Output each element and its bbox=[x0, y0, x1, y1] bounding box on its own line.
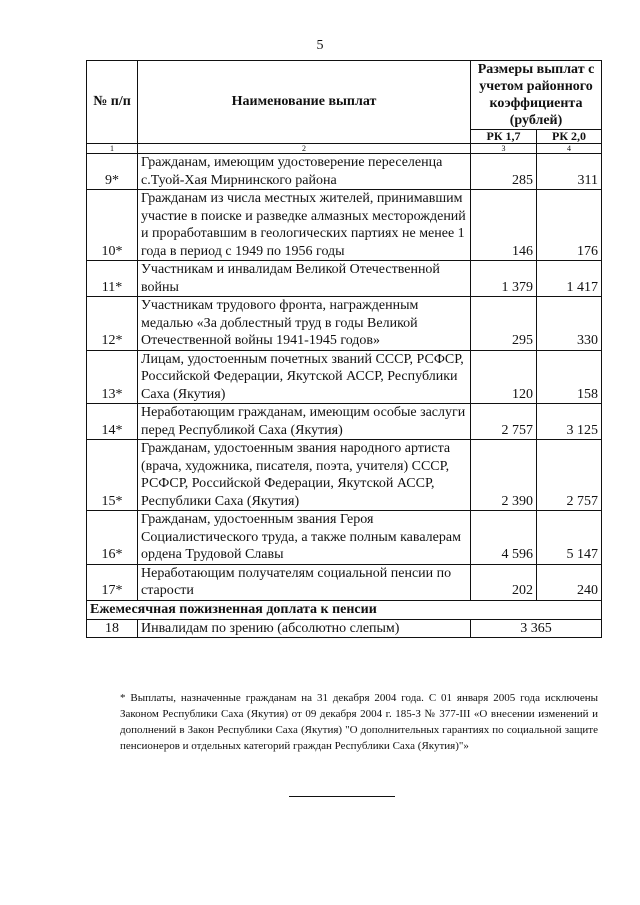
header-rk20: РК 2,0 bbox=[537, 130, 602, 144]
table-row bbox=[87, 297, 602, 351]
row-number: 16* bbox=[87, 511, 138, 565]
row-amount-rk20: 176 bbox=[537, 190, 602, 261]
row-description: Неработающим получателям социальной пенсии по старости bbox=[138, 564, 471, 600]
column-number-row bbox=[87, 144, 602, 154]
row-description: Гражданам из числа местных жителей, принимавшим участие в поиске и разведке алмазных месторождений и проработавшим в геологических партиях не менее 1 года в период с 1949 по 1956 годы bbox=[138, 190, 471, 261]
row-amount-rk20: 5 147 bbox=[537, 511, 602, 565]
footnote bbox=[120, 690, 598, 754]
row-description: Гражданам, удостоенным звания народного артиста (врача, художника, писателя, поэта, учителя) СССР, РСФСР, Российской Федерации, Якутской АССР, Республики Саха (Якутия) bbox=[138, 440, 471, 511]
table-row bbox=[87, 261, 602, 297]
row-description: Гражданам, имеющим удостоверение переселенца с.Туой-Хая Мирнинского района bbox=[138, 154, 471, 190]
header-rk17: РК 1,7 bbox=[471, 130, 537, 144]
column-number: 4 bbox=[537, 144, 602, 154]
table-row bbox=[87, 511, 602, 565]
table-row bbox=[87, 350, 602, 404]
table-row bbox=[87, 440, 602, 511]
header-amount: Размеры выплат с учетом районного коэффициента (рублей) bbox=[471, 61, 602, 130]
header-row bbox=[87, 61, 602, 130]
row-number: 18 bbox=[87, 619, 138, 638]
row-amount-rk17: 202 bbox=[471, 564, 537, 600]
row-amount-combined: 3 365 bbox=[471, 619, 602, 638]
row-amount-rk20: 311 bbox=[537, 154, 602, 190]
column-number: 2 bbox=[138, 144, 471, 154]
row-description: Участникам и инвалидам Великой Отечественной войны bbox=[138, 261, 471, 297]
table-row bbox=[87, 564, 602, 600]
row-number: 17* bbox=[87, 564, 138, 600]
row-amount-rk17: 295 bbox=[471, 297, 537, 351]
row-amount-rk20: 330 bbox=[537, 297, 602, 351]
row-description: Участникам трудового фронта, награжденным медалью «За доблестный труд в годы Великой Отечественной войны 1941-1945 годов» bbox=[138, 297, 471, 351]
footnote-text: * Выплаты, назначенные гражданам на 31 декабря 2004 года. С 01 января 2005 года исключены Законом Республики Саха (Якутия) от 09 декабря 2004 г. 185-З № 377-III «О внесении изменений и дополнений в Закон Республики Саха (Якутия) "О дополнительных гарантиях по социальной защите пенсионеров и отдельных категорий граждан Республики Саха (Якутия)"» bbox=[120, 692, 598, 752]
row-amount-rk20: 240 bbox=[537, 564, 602, 600]
table-row bbox=[87, 404, 602, 440]
row-number: 15* bbox=[87, 440, 138, 511]
payments-table bbox=[86, 60, 602, 638]
section-title: Ежемесячная пожизненная доплата к пенсии bbox=[87, 600, 602, 619]
row-number: 14* bbox=[87, 404, 138, 440]
row-number: 13* bbox=[87, 350, 138, 404]
row-number: 11* bbox=[87, 261, 138, 297]
row-amount-rk20: 3 125 bbox=[537, 404, 602, 440]
row-number: 9* bbox=[87, 154, 138, 190]
table-row bbox=[87, 154, 602, 190]
header-name: Наименование выплат bbox=[138, 61, 471, 144]
row-amount-rk17: 120 bbox=[471, 350, 537, 404]
row-amount-rk17: 285 bbox=[471, 154, 537, 190]
table-row bbox=[87, 619, 602, 638]
row-amount-rk17: 2 390 bbox=[471, 440, 537, 511]
row-number: 12* bbox=[87, 297, 138, 351]
row-amount-rk20: 158 bbox=[537, 350, 602, 404]
page-number: 5 bbox=[316, 38, 324, 53]
row-amount-rk20: 2 757 bbox=[537, 440, 602, 511]
row-amount-rk17: 4 596 bbox=[471, 511, 537, 565]
column-number: 1 bbox=[87, 144, 138, 154]
row-description: Лицам, удостоенным почетных званий СССР, РСФСР, Российской Федерации, Якутской АССР, Республики Саха (Якутия) bbox=[138, 350, 471, 404]
row-amount-rk17: 2 757 bbox=[471, 404, 537, 440]
separator-line bbox=[289, 796, 395, 797]
row-number: 10* bbox=[87, 190, 138, 261]
table-row bbox=[87, 190, 602, 261]
section-row bbox=[87, 600, 602, 619]
header-number: № п/п bbox=[87, 61, 138, 144]
row-description: Инвалидам по зрению (абсолютно слепым) bbox=[138, 619, 471, 638]
row-amount-rk17: 1 379 bbox=[471, 261, 537, 297]
column-number: 3 bbox=[471, 144, 537, 154]
row-description: Гражданам, удостоенным звания Героя Социалистического труда, а также полным кавалерам ордена Трудовой Славы bbox=[138, 511, 471, 565]
row-description: Неработающим гражданам, имеющим особые заслуги перед Республикой Саха (Якутия) bbox=[138, 404, 471, 440]
row-amount-rk17: 146 bbox=[471, 190, 537, 261]
row-amount-rk20: 1 417 bbox=[537, 261, 602, 297]
